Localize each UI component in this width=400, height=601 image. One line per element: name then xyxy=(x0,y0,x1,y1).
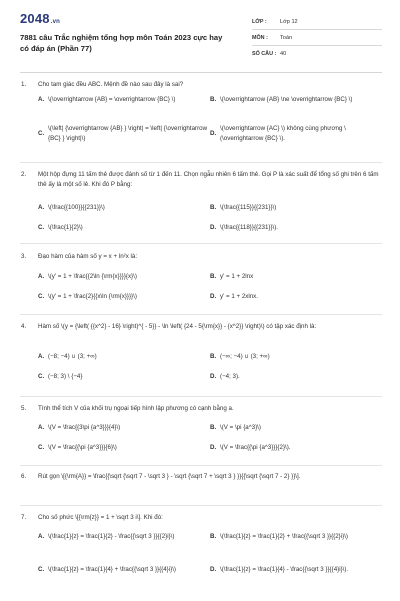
meta-table xyxy=(252,14,382,62)
option-a[interactable] xyxy=(38,352,208,362)
option-text: \(\left| {\overrightarrow {AB} } \right| = \left| {\overrightarrow {BC} } \right|\) xyxy=(48,125,208,142)
question-3 xyxy=(20,252,382,310)
option-b[interactable] xyxy=(210,203,380,213)
option-letter: D. xyxy=(210,373,217,381)
meta-row-count xyxy=(252,46,382,62)
meta-row-subject xyxy=(252,30,382,46)
question-number: 2. xyxy=(21,171,27,178)
option-b[interactable] xyxy=(210,352,380,362)
option-letter: C. xyxy=(38,224,45,232)
option-c[interactable] xyxy=(38,372,208,382)
question-divider xyxy=(20,314,382,315)
option-d[interactable] xyxy=(210,292,380,302)
question-divider xyxy=(20,396,382,397)
option-text: \(\frac{1}{z} = \frac{1}{2} - \frac{{\sqrt 3 }}{{2}i}\) xyxy=(48,533,175,540)
option-d[interactable] xyxy=(210,565,380,575)
option-text: (−4; 3). xyxy=(220,373,240,380)
option-letter: A. xyxy=(38,204,45,212)
option-text: y' = 1 + 2xlnx. xyxy=(220,293,258,300)
option-letter: B. xyxy=(210,353,217,361)
option-c[interactable] xyxy=(38,124,208,143)
question-divider xyxy=(20,162,382,163)
meta-value: 40 xyxy=(280,51,287,57)
option-letter: A. xyxy=(38,273,45,281)
option-b[interactable] xyxy=(210,423,380,433)
options xyxy=(38,95,382,155)
option-text: \(V = \frac{{\pi {a^3}}}{2}\). xyxy=(220,444,291,451)
question-number: 1. xyxy=(21,81,27,88)
question-text: Một hộp đựng 11 tấm thẻ được đánh số từ 1 đến 11. Chọn ngẫu nhiên 6 tấm thẻ. Gọi P là xác suất để tổng số ghi trên 6 tấm thẻ ấy là một số lẻ. Khi đó P bằng: xyxy=(38,171,379,188)
options xyxy=(38,352,382,390)
question-text: Rút gọn \[{\rm{A}} = \frac{{\sqrt {\sqrt 7 - \sqrt 3 } - \sqrt {\sqrt 7 + \sqrt 3 } }}{{\sqrt {\sqrt 7 - 2} }}\]. xyxy=(38,473,301,480)
option-text: \(\frac{1}{z} = \frac{1}{4} - \frac{{\sqrt 3 }}{{4}i}\). xyxy=(220,566,349,573)
option-a[interactable] xyxy=(38,532,208,542)
question-stem xyxy=(20,170,382,190)
question-number: 5. xyxy=(21,405,27,412)
question-7 xyxy=(20,513,382,601)
option-letter: A. xyxy=(38,533,45,541)
option-text: \(\frac{{118}}{{231}}\). xyxy=(220,224,279,231)
option-text: \(\overrightarrow {AB} = \overrightarrow {BC} \) xyxy=(48,96,176,103)
question-text: Đạo hàm của hàm số y = x + ln²x là: xyxy=(38,253,138,260)
document-title: 7881 câu Trắc nghiệm tổng hợp môn Toán 2023 cực hay có đáp án (Phần 77) xyxy=(20,33,223,53)
meta-key: SỐ CÂU : xyxy=(252,51,277,57)
question-text: Hàm số \(y = {\left( {{x^2} - 16} \right)^{ - 5}} - \ln \left( {24 - 5{\rm{x}} - {x^2}} \right)\) có tập xác định là: xyxy=(38,323,317,330)
option-letter: D. xyxy=(210,224,217,232)
option-c[interactable] xyxy=(38,223,208,233)
option-a[interactable] xyxy=(38,95,208,105)
option-text: \(\frac{1}{z} = \frac{1}{4} + \frac{{\sqrt 3 }}{{4}i}\) xyxy=(48,566,176,573)
options xyxy=(38,272,382,310)
option-text: (−8; −4) ∪ (3; +∞) xyxy=(48,353,97,360)
question-text: Cho số phức \[{\rm{z}} = 1 + \sqrt 3 i\]. Khi đó: xyxy=(38,514,163,521)
option-text: \(\frac{{115}}{{231}}\) xyxy=(220,204,277,211)
question-6 xyxy=(20,472,382,502)
question-text: Tính thể tích V của khối trụ ngoại tiếp hình lập phương có cạnh bằng a. xyxy=(38,405,234,412)
option-a[interactable] xyxy=(38,272,208,282)
question-number: 3. xyxy=(21,253,27,260)
question-2 xyxy=(20,170,382,240)
option-d[interactable] xyxy=(210,372,380,382)
meta-key: MÔN : xyxy=(252,34,268,41)
option-text: \(V = \frac{{3\pi {a^3}}}{4}\) xyxy=(48,424,121,431)
question-number: 6. xyxy=(21,473,27,480)
header-divider xyxy=(20,72,382,73)
question-stem xyxy=(20,322,382,332)
option-letter: A. xyxy=(38,353,45,361)
option-text: \(\overrightarrow {AB} \ne \overrightarrow {BC} \) xyxy=(220,96,353,103)
option-letter: B. xyxy=(210,424,217,432)
option-letter: D. xyxy=(210,293,217,301)
question-number: 4. xyxy=(21,323,27,330)
logo-tld: .vn xyxy=(50,19,61,25)
option-d[interactable] xyxy=(210,223,380,233)
question-stem xyxy=(20,80,382,90)
question-stem xyxy=(20,404,382,414)
option-letter: C. xyxy=(38,444,45,452)
question-1 xyxy=(20,80,382,158)
option-b[interactable] xyxy=(210,272,380,282)
option-text: \(\overrightarrow {AC} \) không cùng phương \(\overrightarrow {BC} \). xyxy=(220,125,346,142)
options xyxy=(38,203,382,239)
option-letter: C. xyxy=(38,130,45,137)
option-letter: D. xyxy=(210,566,217,574)
option-letter: B. xyxy=(210,96,217,104)
option-a[interactable] xyxy=(38,423,208,433)
option-text: y' = 1 + 2lnx xyxy=(220,273,254,280)
question-stem xyxy=(20,252,382,262)
question-text: Cho tam giác đều ABC. Mệnh đề nào sau đây là sai? xyxy=(38,81,184,88)
question-divider xyxy=(20,505,382,506)
option-d[interactable] xyxy=(210,443,380,453)
options xyxy=(38,532,382,598)
option-c[interactable] xyxy=(38,443,208,453)
option-text: \(y' = 1 + \frac{2}{{x\ln {\rm{x}}}}\) xyxy=(48,293,137,300)
option-letter: B. xyxy=(210,273,217,281)
question-4 xyxy=(20,322,382,392)
meta-value: Toán xyxy=(280,34,293,41)
options xyxy=(38,423,382,461)
question-divider xyxy=(20,465,382,466)
question-5 xyxy=(20,404,382,462)
option-letter: C. xyxy=(38,293,45,301)
meta-value: Lớp 12 xyxy=(280,18,298,25)
question-divider xyxy=(20,243,382,244)
option-text: \(\frac{{100}}{{231}}\) xyxy=(48,204,105,211)
meta-key: LỚP : xyxy=(252,18,267,25)
option-letter: C. xyxy=(38,373,45,381)
question-stem xyxy=(20,513,382,523)
option-letter: B. xyxy=(210,204,217,212)
site-logo[interactable] xyxy=(20,11,60,26)
option-letter: A. xyxy=(38,424,45,432)
logo-text: 2048 xyxy=(20,11,50,26)
option-letter: C. xyxy=(38,566,45,574)
option-text: \(\frac{1}{z} = \frac{1}{2} + \frac{{\sqrt 3 }}{{2}i}\) xyxy=(220,533,348,540)
meta-row-class xyxy=(252,14,382,30)
option-letter: D. xyxy=(210,444,217,452)
option-c[interactable] xyxy=(38,565,208,575)
option-a[interactable] xyxy=(38,203,208,213)
option-b[interactable] xyxy=(210,95,380,105)
option-letter: B. xyxy=(210,533,217,541)
option-text: (−8; 3) \ {−4} xyxy=(48,373,83,380)
question-number: 7. xyxy=(21,514,27,521)
option-text: \(V = \pi {a^3}\) xyxy=(220,424,261,431)
option-text: \(y' = 1 + \frac{{2\ln {\rm{x}}}}{x}\) xyxy=(48,273,137,280)
option-text: \(\frac{1}{2}\) xyxy=(48,224,83,231)
page-header xyxy=(0,0,400,66)
option-b[interactable] xyxy=(210,532,380,542)
option-c[interactable] xyxy=(38,292,208,302)
option-letter: A. xyxy=(38,96,45,104)
option-d[interactable] xyxy=(210,124,380,143)
option-letter: D. xyxy=(210,130,217,137)
question-stem xyxy=(20,472,382,482)
option-text: (−∞; −4) ∪ (3; +∞) xyxy=(220,353,270,360)
option-text: \(V = \frac{{\pi {a^3}}}{6}\) xyxy=(48,444,117,451)
